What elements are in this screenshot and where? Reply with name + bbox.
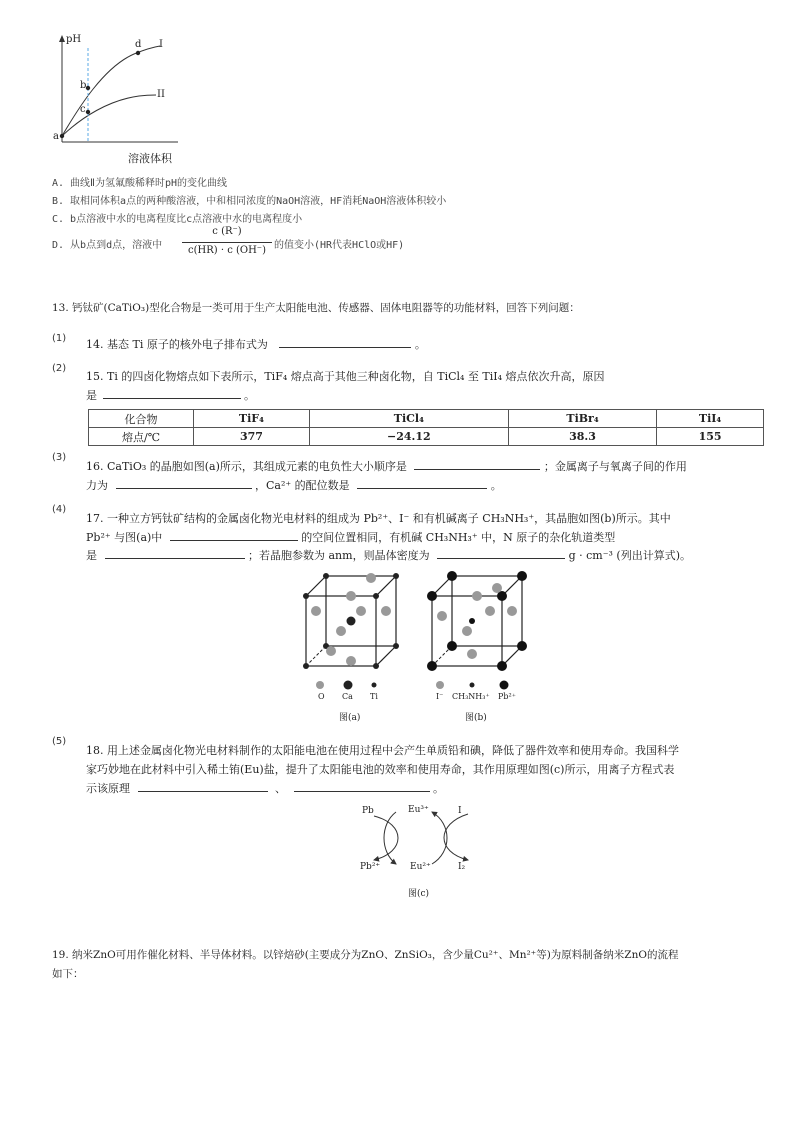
arc-right-2 <box>432 812 447 864</box>
sub2-end: 。 <box>244 389 255 402</box>
label-i: I <box>458 806 462 816</box>
table-header-cell: TiF₄ <box>194 410 310 428</box>
table-cell: 155 <box>657 428 764 446</box>
arc-right <box>444 814 468 860</box>
table-header-cell: TiBr₄ <box>508 410 656 428</box>
sub4-line3a: 是 <box>86 549 97 562</box>
curve-II-label: II <box>157 89 165 100</box>
sub3-line2b: ，Ca²⁺ 的配位数是 <box>255 479 350 492</box>
q19-line1: 19. 纳米ZnO可用作催化材料、半导体材料。以锌焙砂(主要成分为ZnO、ZnSiO₃，含少量Cu²⁺、Mn²⁺等)为原料制备纳米ZnO的流程 <box>52 949 679 961</box>
sub5-line3 <box>86 780 444 796</box>
sub5-number: (5) <box>52 736 67 747</box>
ph-dilution-graph <box>44 32 184 168</box>
sub4-line1: 17. 一种立方钙钛矿结构的金属卤化物光电材料的组成为 Pb²⁺、I⁻ 和有机碱离子 CH₃NH₃⁺，其晶胞如图(b)所示。其中 <box>86 512 671 525</box>
option-d-numerator: c (R⁻) <box>212 226 242 237</box>
legend-a-ti: Ti <box>370 692 378 701</box>
answer-blank-9[interactable] <box>138 780 268 792</box>
sub4-number: (4) <box>52 504 67 515</box>
label-eu3: Eu³⁺ <box>408 805 429 815</box>
point-d <box>136 51 140 55</box>
sub3-line2a: 力为 <box>86 479 108 492</box>
y-axis-arrow <box>59 35 65 42</box>
sub5-line1: 18. 用上述金属卤化物光电材料制作的太阳能电池在使用过程中会产生单质铅和碘，降低了器件效率和使用寿命。我国科学 <box>86 744 679 757</box>
sub5-line3-text: 示该原理 <box>86 782 130 795</box>
crystal-cell-a <box>296 566 416 676</box>
option-d-denominator: c(HR) · c (OH⁻) <box>188 245 266 256</box>
answer-blank-2[interactable] <box>103 387 241 399</box>
table-cell: 38.3 <box>508 428 656 446</box>
sub5-sep: 、 <box>275 782 286 795</box>
sub5-end: 。 <box>433 782 444 795</box>
sub1-text: 14. 基态 Ti 原子的核外电子排布式为 <box>86 338 268 351</box>
sub1-number: (1) <box>52 333 67 344</box>
point-a <box>60 134 64 138</box>
table-header-cell: TiI₄ <box>657 410 764 428</box>
answer-blank-7[interactable] <box>105 547 245 559</box>
answer-blank-10[interactable] <box>294 780 430 792</box>
legend-b-i: I⁻ <box>436 692 444 701</box>
point-b-label: b <box>80 80 87 91</box>
legend-b-pb: Pb²⁺ <box>498 692 516 701</box>
legend-b-ch3nh3: CH₃NH₃⁺ <box>452 692 490 701</box>
option-a: A. 曲线Ⅱ为氢氟酸稀释时pH的变化曲线 <box>52 178 228 189</box>
table-header-cell: 化合物 <box>89 410 194 428</box>
curve-I <box>62 46 160 136</box>
label-i2: I₂ <box>458 862 466 872</box>
label-eu2: Eu²⁺ <box>410 862 431 872</box>
table-cell: 377 <box>194 428 310 446</box>
sub4-line2b: 的空间位置相同，有机碱 CH₃NH₃⁺ 中，N 原子的杂化轨道类型 <box>301 531 616 544</box>
answer-blank-8[interactable] <box>437 547 565 559</box>
q19-line2: 如下： <box>52 968 84 980</box>
caption-b: 图(b) <box>465 713 487 723</box>
sub3-number: (3) <box>52 452 67 463</box>
table-cell: −24.12 <box>309 428 508 446</box>
legend-b-markers <box>432 680 522 690</box>
sub2-line2 <box>86 387 255 403</box>
sub3-line1 <box>86 458 687 474</box>
table-row <box>89 428 764 446</box>
answer-blank-6[interactable] <box>170 529 298 541</box>
sub2-line2-text: 是 <box>86 389 97 402</box>
y-axis-label: pH <box>66 34 82 45</box>
x-axis-label: 溶液体积 <box>128 152 172 165</box>
sub4-line2 <box>86 529 615 545</box>
sub4-line3 <box>86 547 691 563</box>
crystal-cell-b <box>422 566 534 676</box>
sub2-number: (2) <box>52 363 67 374</box>
table-cell: 熔点/℃ <box>89 428 194 446</box>
option-d-prefix: D. 从b点到d点，溶液中 <box>52 240 163 251</box>
point-c-label: c <box>80 104 86 115</box>
q13-stem: 13. 钙钛矿(CaTiO₃)型化合物是一类可用于生产太阳能电池、传感器、固体电阻器等的功能材料，回答下列问题： <box>52 302 580 314</box>
label-pb: Pb <box>362 806 374 816</box>
melting-point-table <box>88 409 764 446</box>
sub3-line1-end: ；金属离子与氧离子间的作用 <box>543 460 687 473</box>
fraction-bar <box>182 242 272 243</box>
caption-c: 图(c) <box>408 889 430 899</box>
curve-I-label: I <box>159 39 163 50</box>
answer-blank-1[interactable] <box>279 336 411 348</box>
sub1-line <box>86 336 426 352</box>
arc-left-2 <box>384 812 396 864</box>
sub5-line2: 家巧妙地在此材料中引入稀土铕(Eu)盐，提升了太阳能电池的效率和使用寿命，其作用原理如图(c)所示，用离子方程式表 <box>86 763 675 776</box>
point-a-label: a <box>53 131 59 142</box>
sub3-line1-text: 16. CaTiO₃ 的晶胞如图(a)所示，其组成元素的电负性大小顺序是 <box>86 460 407 473</box>
sub1-end: 。 <box>414 338 426 351</box>
sub2-line1: 15. Ti 的四卤化物熔点如下表所示，TiF₄ 熔点高于其他三种卤化物，自 TiCl₄ 至 TiI₄ 熔点依次升高，原因 <box>86 370 605 383</box>
option-c: C. b点溶液中水的电离程度比c点溶液中水的电离程度小 <box>52 214 303 225</box>
caption-a: 图(a) <box>339 713 361 723</box>
sub4-line2a: Pb²⁺ 与图(a)中 <box>86 531 163 544</box>
sub3-line2 <box>86 477 502 493</box>
option-b: B. 取相同体积a点的两种酸溶液，中和相同浓度的NaOH溶液，HF消耗NaOH溶液体积较小 <box>52 196 447 207</box>
answer-blank-5[interactable] <box>357 477 487 489</box>
label-pb2: Pb²⁺ <box>360 862 381 872</box>
answer-blank-4[interactable] <box>116 477 252 489</box>
arc-left <box>374 816 398 860</box>
legend-a-ca: Ca <box>342 692 353 701</box>
legend-a-o: O <box>318 692 325 701</box>
legend-a-markers <box>312 680 392 690</box>
point-b <box>86 86 90 90</box>
sub3-end: 。 <box>490 479 502 492</box>
sub4-line3b: ；若晶胞参数为 anm，则晶体密度为 <box>248 549 430 562</box>
answer-blank-3[interactable] <box>414 458 540 470</box>
option-d-suffix: 的值变小(HR代表HClO或HF) <box>274 240 405 251</box>
table-header-row <box>89 410 764 428</box>
point-d-label: d <box>135 39 142 50</box>
table-header-cell: TiCl₄ <box>309 410 508 428</box>
sub4-line3c: g · cm⁻³ (列出计算式)。 <box>568 549 691 562</box>
point-c <box>86 110 90 114</box>
curve-II <box>62 95 156 136</box>
